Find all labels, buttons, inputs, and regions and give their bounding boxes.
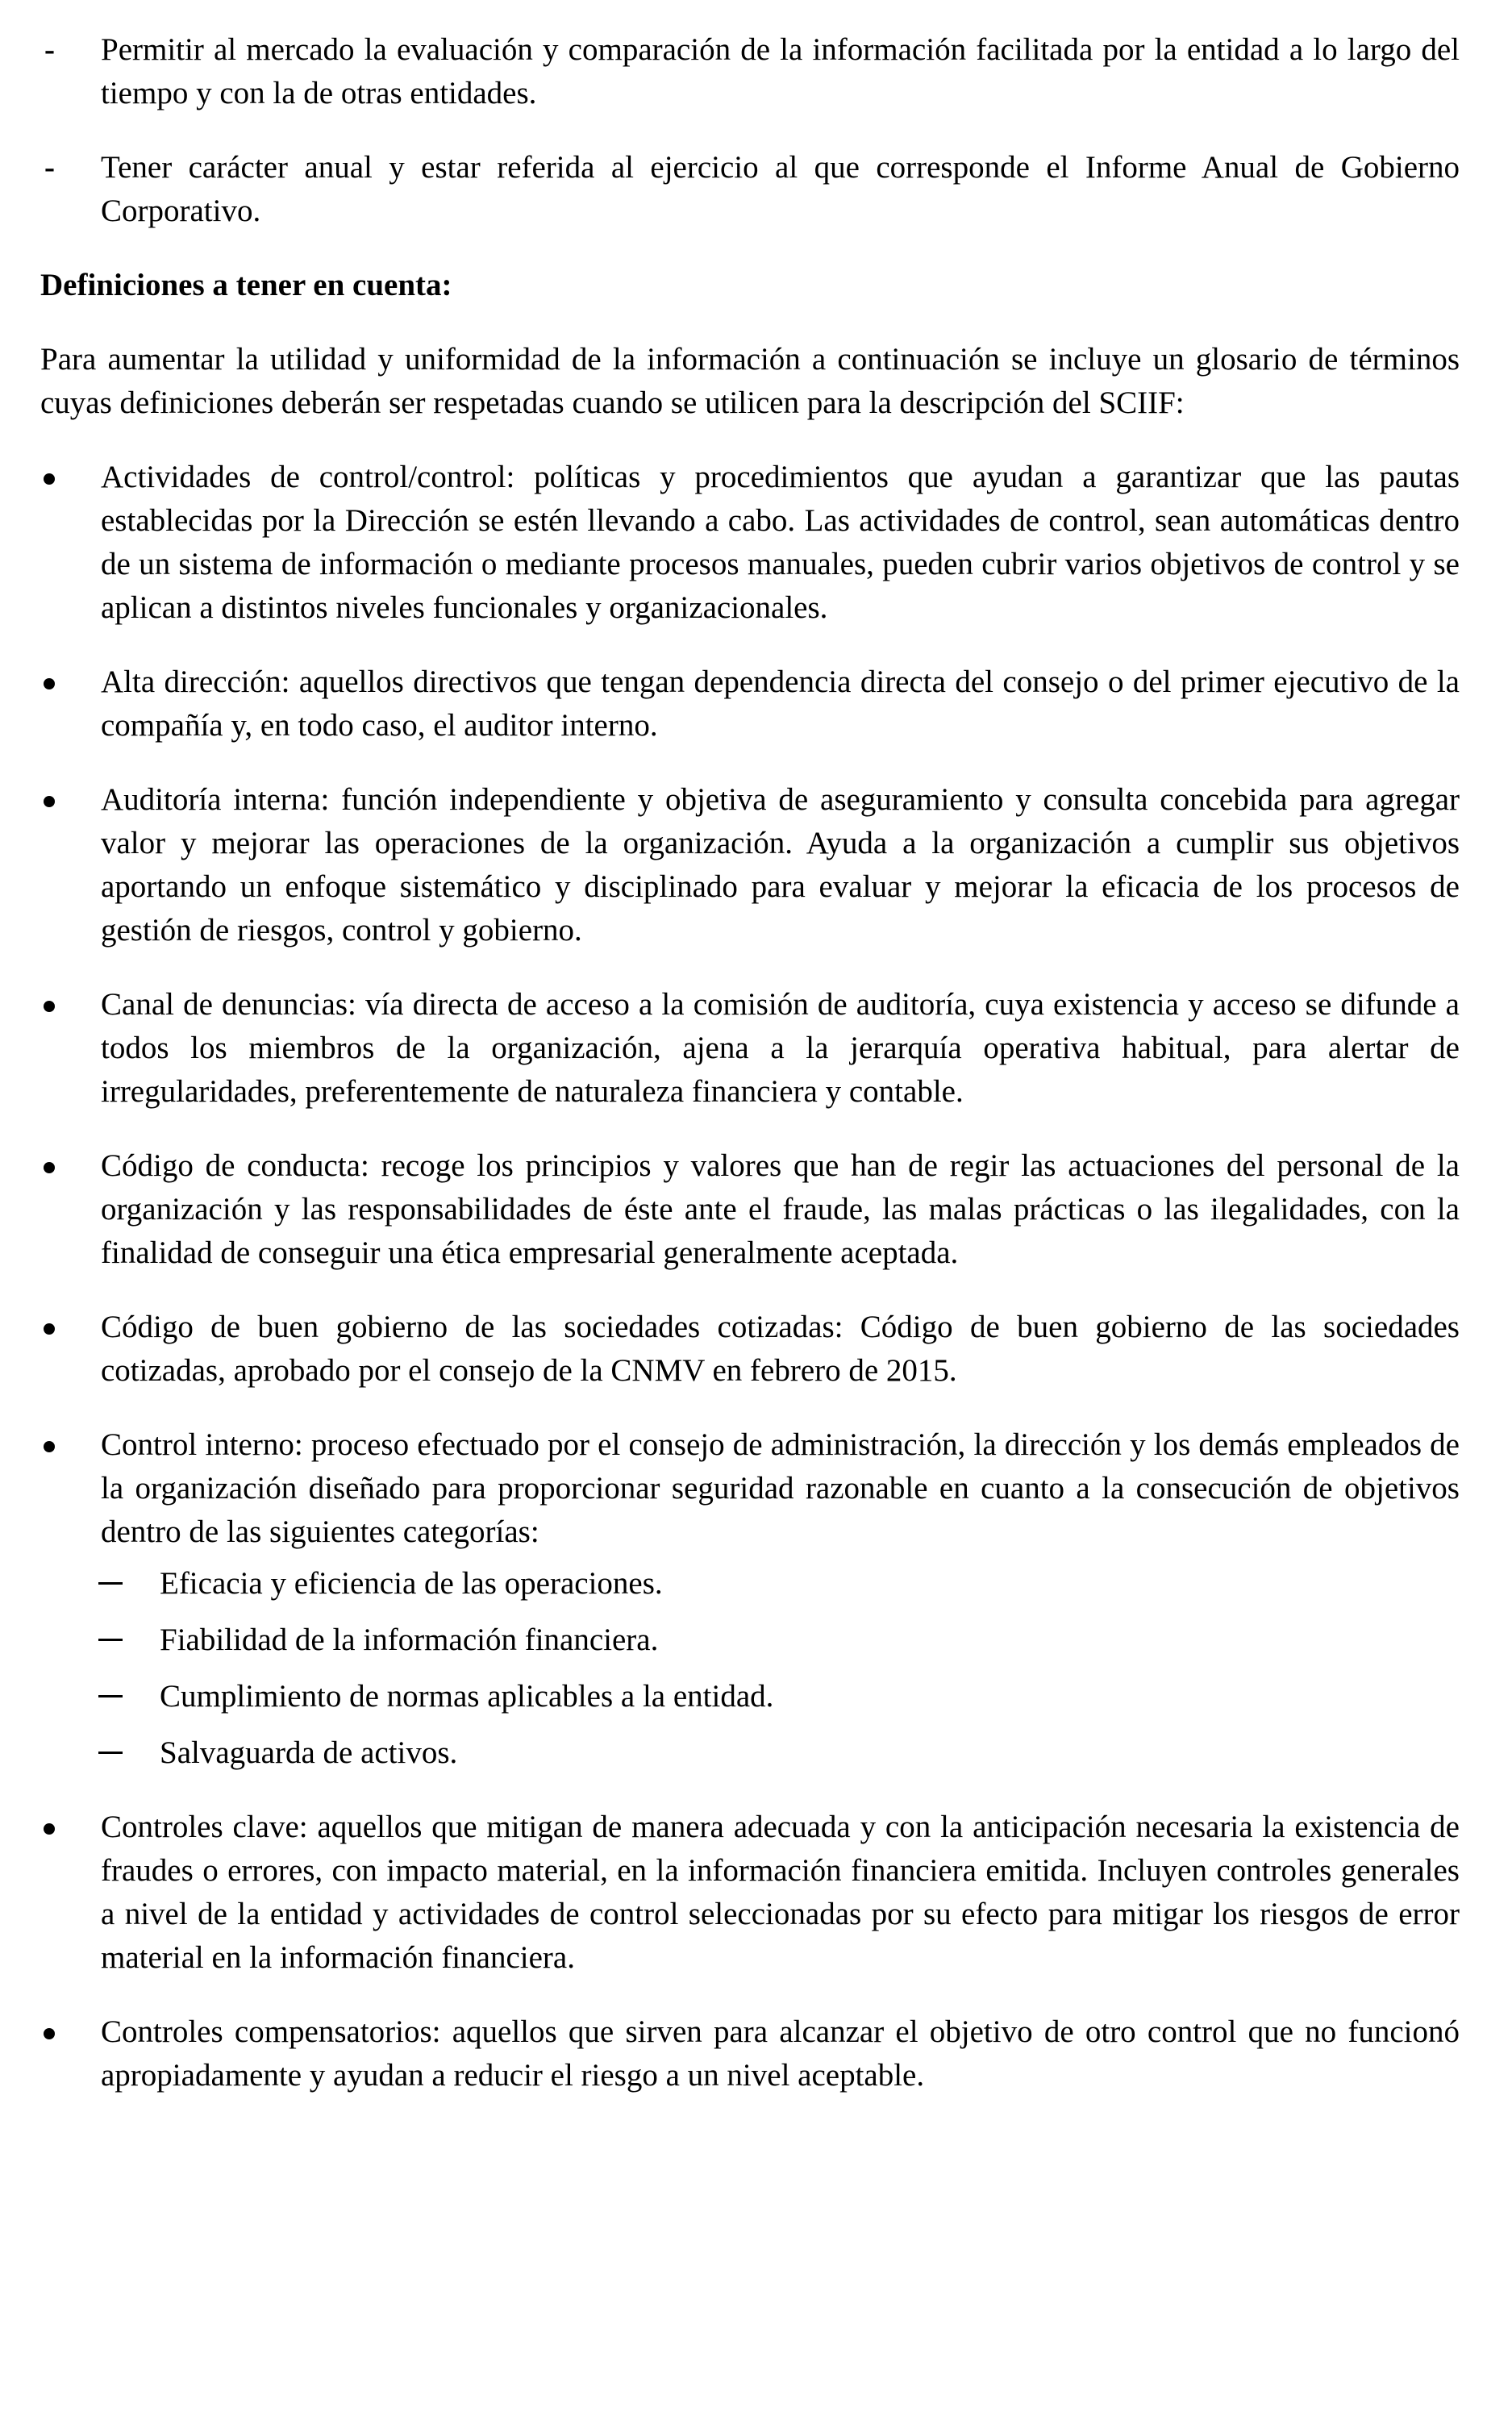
control-category-item (40, 1731, 1460, 1775)
definition-text: Control interno: proceso efectuado por el consejo de administración, la dirección y los demás empleados de la organización diseñado para proporcionar seguridad razonable en cuanto a la consecución de objetivos dentro de las siguientes categorías: (101, 1427, 1460, 1549)
dash-icon (98, 1752, 123, 1754)
control-category-text: Eficacia y eficiencia de las operaciones. (160, 1566, 663, 1601)
dash-icon (98, 1582, 123, 1585)
dash-icon (98, 1695, 123, 1697)
definition-item (40, 778, 1460, 952)
document-page (40, 28, 1460, 2128)
dash-marker: - (44, 32, 55, 67)
definition-item (40, 2010, 1460, 2097)
bullet-icon (44, 678, 55, 689)
intro-item-text: Permitir al mercado la evaluación y comparación de la información facilitada por la entidad a lo largo del tiempo y con la de otras entidades. (101, 32, 1460, 110)
bullet-icon (44, 2028, 55, 2039)
definition-text: Actividades de control/control: políticas y procedimientos que ayudan a garantizar que las pautas establecidas por la Dirección se estén llevando a cabo. Las actividades de control, sean automáticas dentro de un sistema de información o mediante procesos manuales, pueden cubrir varios objetivos de control y se aplican a distintos niveles funcionales y organizacionales. (101, 460, 1460, 625)
dash-marker: - (44, 150, 55, 185)
intro-item (40, 146, 1460, 233)
definition-text: Controles clave: aquellos que mitigan de manera adecuada y con la anticipación necesaria la existencia de fraudes o errores, con impacto material, en la información financiera emitida. Incluyen controles generales a nivel de la entidad y actividades de control seleccionadas por su efecto para mitigar los riesgos de error material en la información financiera. (101, 1810, 1460, 1975)
definition-item (40, 983, 1460, 1114)
definition-item (40, 1144, 1460, 1275)
definition-text: Controles compensatorios: aquellos que sirven para alcanzar el objetivo de otro control que no funcionó apropiadamente y ayudan a reducir el riesgo a un nivel aceptable. (101, 2014, 1460, 2093)
bullet-icon (44, 1001, 55, 1012)
control-category-text: Fiabilidad de la información financiera. (160, 1622, 659, 1657)
control-categories-list (40, 1562, 1460, 1775)
bullet-icon (44, 1441, 55, 1452)
dash-icon (98, 1639, 123, 1641)
bullet-icon (44, 1323, 55, 1335)
definition-text: Canal de denuncias: vía directa de acceso a la comisión de auditoría, cuya existencia y acceso se difunde a todos los miembros de la organización, ajena a la jerarquía operativa habitual, para alertar de irregularidades, preferentemente de naturaleza financiera y contable. (101, 987, 1460, 1109)
control-category-text: Salvaguarda de activos. (160, 1735, 458, 1770)
bullet-icon (44, 473, 55, 485)
control-category-item (40, 1618, 1460, 1662)
definition-text: Auditoría interna: función independiente y objetiva de aseguramiento y consulta concebida para agregar valor y mejorar las operaciones de la organización. Ayuda a la organización a cumplir sus objetivos aportando un enfoque sistemático y disciplinado para evaluar y mejorar la eficacia de los procesos de gestión de riesgos, control y gobierno. (101, 782, 1460, 948)
bullet-icon (44, 1823, 55, 1835)
definition-item (40, 1806, 1460, 1980)
bullet-icon (44, 796, 55, 807)
intro-item-text: Tener carácter anual y estar referida al ejercicio al que corresponde el Informe Anual de Gobierno Corporativo. (101, 150, 1460, 228)
definition-text: Alta dirección: aquellos directivos que tengan dependencia directa del consejo o del primer ejecutivo de la compañía y, en todo caso, el auditor interno. (101, 664, 1460, 743)
definitions-intro: Para aumentar la utilidad y uniformidad de la información a continuación se incluye un glosario de términos cuyas definiciones deberán ser respetadas cuando se utilicen para la descripción del SCIIF: (40, 342, 1460, 420)
definitions-heading: Definiciones a tener en cuenta: (40, 268, 452, 302)
definition-item (40, 1423, 1460, 1554)
definition-item (40, 660, 1460, 748)
control-category-item (40, 1562, 1460, 1606)
definition-text: Código de buen gobierno de las sociedades cotizadas: Código de buen gobierno de las sociedades cotizadas, aprobado por el consejo de la CNMV en febrero de 2015. (101, 1310, 1460, 1388)
definition-text: Código de conducta: recoge los principios y valores que han de regir las actuaciones del personal de la organización y las responsabilidades de éste ante el fraude, las malas prácticas o las ilegalidades, con la finalidad de conseguir una ética empresarial generalmente aceptada. (101, 1148, 1460, 1270)
bullet-icon (44, 1162, 55, 1173)
definition-item (40, 1306, 1460, 1393)
definition-item (40, 456, 1460, 630)
intro-item (40, 28, 1460, 115)
control-category-text: Cumplimiento de normas aplicables a la entidad. (160, 1679, 774, 1714)
control-category-item (40, 1675, 1460, 1718)
